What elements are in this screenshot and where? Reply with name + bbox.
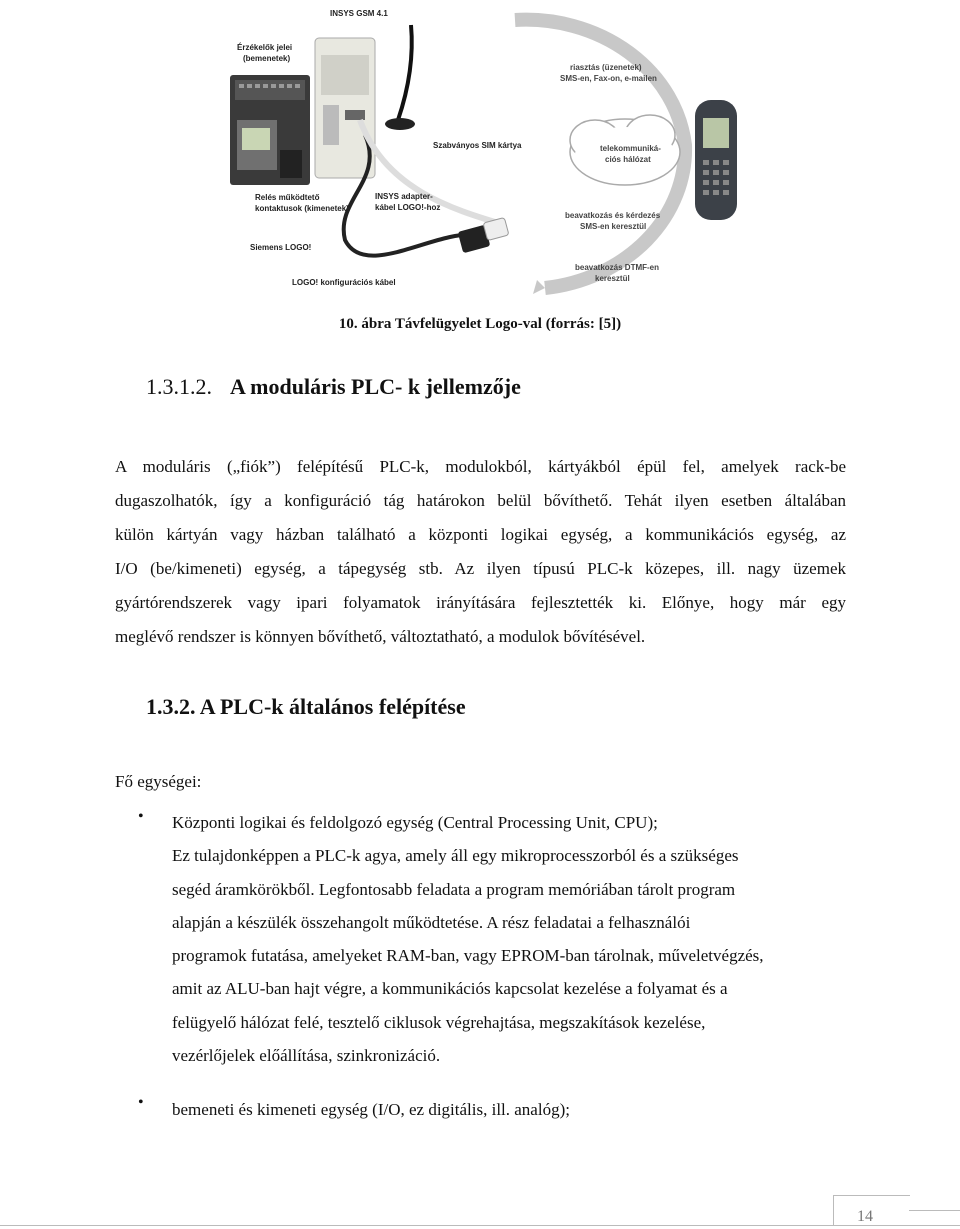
label-sim: Szabványos SIM kártya bbox=[433, 141, 522, 150]
paragraph-line: meglévő rendszer is könnyen bővíthető, változtatható, a modulok bővítésével. bbox=[115, 627, 646, 646]
bullet-line: Ez tulajdonképpen a PLC-k agya, amely áll egy mikroprocesszorból és a szükséges bbox=[172, 846, 739, 866]
bullet-marker: • bbox=[138, 1094, 144, 1111]
bullet-line: Központi logikai és feldolgozó egység (Central Processing Unit, CPU); bbox=[172, 813, 658, 832]
page-number: 14 bbox=[857, 1208, 873, 1225]
label-siemens: Siemens LOGO! bbox=[250, 243, 312, 252]
arc-arrow-head bbox=[533, 280, 545, 294]
bullet-io bbox=[172, 1093, 852, 1126]
paragraph-line: dugaszolhatók, így a konfiguráció tág határokon belül bővíthető. Tehát ilyen esetben általában bbox=[115, 491, 846, 510]
figure-caption: 10. ábra Távfelügyelet Logo-val (forrás: [5]) bbox=[338, 316, 622, 332]
label-intervene-2: SMS-en keresztül bbox=[580, 222, 647, 231]
section-heading-1312 bbox=[146, 374, 521, 400]
bullet-line: programok futatása, amelyeket RAM-ban, vagy EPROM-ban tárolnak, műveletvégzés, bbox=[172, 946, 764, 966]
label-sensors-2: (bemenetek) bbox=[243, 54, 291, 63]
label-telecom-2: ciós hálózat bbox=[605, 155, 651, 164]
label-telecom-1: telekommuniká- bbox=[600, 144, 661, 153]
label-intervene-1: beavatkozás és kérdezés bbox=[565, 211, 661, 220]
section-title: A moduláris PLC- k jellemzője bbox=[230, 374, 521, 399]
label-relay-2: kontaktusok (kimenetek) bbox=[255, 204, 349, 213]
label-relay-1: Relés működtető bbox=[255, 193, 320, 202]
paragraph-line: külön kártyán vagy házban található a központi logikai egység, a kommunikációs egység, az bbox=[115, 525, 846, 544]
bullet-line: amit az ALU-ban hajt végre, a kommunikációs kapcsolat kezelése a folyamat és a bbox=[172, 979, 728, 999]
label-alarm-1: riasztás (üzenetek) bbox=[570, 63, 642, 72]
bullet-line: alapján a készülék összehangolt működtetése. A rész feladatai a felhasználói bbox=[172, 912, 691, 932]
paragraph-line: gyártórendszerek vagy ipari folyamatok irányítására fejlesztették ki. Előnye, hogy már egy bbox=[115, 593, 846, 612]
main-units-label: Fő egységei: bbox=[115, 772, 202, 791]
label-dtmf-2: keresztül bbox=[595, 274, 630, 283]
paragraph-line: A moduláris („fiók”) felépítésű PLC-k, modulokból, kártyákból épül fel, amelyek rack-be bbox=[115, 457, 846, 476]
label-gsm: INSYS GSM 4.1 bbox=[330, 9, 388, 18]
antenna bbox=[385, 25, 415, 130]
remote-monitoring-figure bbox=[215, 0, 750, 302]
paragraph-line: I/O (be/kimeneti) egység, a tápegység stb. Az ilyen típusú PLC-k közepes, ill. nagy üzemek bbox=[115, 559, 846, 578]
label-dtmf-1: beavatkozás DTMF-en bbox=[575, 263, 660, 272]
insys-gsm-module bbox=[315, 38, 375, 178]
label-adapter-1: INSYS adapter- bbox=[375, 192, 433, 201]
bullet-marker: • bbox=[138, 808, 144, 825]
section-heading-132: 1.3.2. A PLC-k általános felépítése bbox=[146, 694, 466, 719]
section-number: 1.3.1.2. bbox=[146, 374, 212, 399]
footer-rule bbox=[0, 1225, 960, 1226]
bullet-line: bemeneti és kimeneti egység (I/O, ez digitális, ill. analóg); bbox=[172, 1100, 570, 1119]
label-alarm-2: SMS-en, Fax-on, e-mailen bbox=[560, 74, 657, 83]
bullet-line: felügyelő hálózat felé, tesztelő ciklusok végrehajtása, megszakítások kezelése, bbox=[172, 1012, 706, 1032]
label-sensors-1: Érzékelők jelei bbox=[237, 43, 293, 52]
remote-monitoring-diagram bbox=[215, 0, 750, 302]
label-adapter-2: kábel LOGO!-hoz bbox=[375, 203, 441, 212]
paragraph-modular-plc bbox=[115, 450, 846, 654]
bullet-cpu bbox=[172, 806, 852, 1072]
footer-rule-right bbox=[909, 1210, 960, 1226]
mobile-phone bbox=[695, 100, 737, 220]
label-config-cable: LOGO! konfigurációs kábel bbox=[292, 278, 396, 287]
bullet-line: segéd áramkörökből. Legfontosabb feladata a program memóriában tárolt program bbox=[172, 879, 736, 899]
siemens-logo-device bbox=[230, 75, 310, 185]
bullet-line: vezérlőjelek előállítása, szinkronizáció. bbox=[172, 1046, 441, 1066]
